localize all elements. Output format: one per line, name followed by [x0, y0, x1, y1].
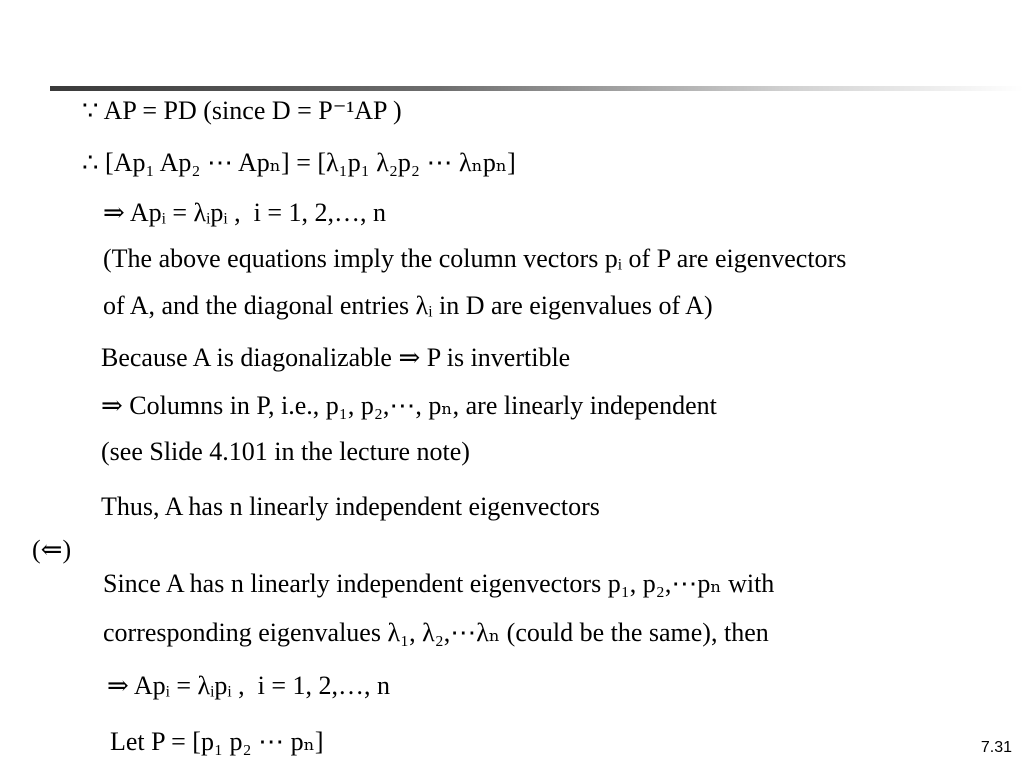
line-13-text: ⇒ Apᵢ = λᵢpᵢ , i = 1, 2,…, n	[107, 671, 391, 700]
text-line-4	[103, 244, 846, 274]
line-3-text: ⇒ Apᵢ = λᵢpᵢ , i = 1, 2,…, n	[103, 198, 387, 227]
line-9-text: Thus, A has n linearly independent eigenvectors	[101, 492, 600, 521]
line-1-text: ∵ AP = PD (since D = P⁻¹AP )	[82, 96, 402, 125]
text-line-6	[101, 343, 570, 373]
line-2-text: ∴ [Ap₁ Ap₂ ⋯ Apₙ] = [λ₁p₁ λ₂p₂ ⋯ λₙpₙ]	[82, 148, 516, 177]
line-14-text: Let P = [p₁ p₂ ⋯ pₙ]	[110, 727, 324, 756]
line-10-text: (⇐)	[32, 535, 72, 564]
line-12-text: corresponding eigenvalues λ₁, λ₂,⋯λₙ (could be the same), then	[103, 618, 769, 647]
line-4-text: (The above equations imply the column vectors pᵢ of P are eigenvectors	[103, 244, 847, 273]
text-line-7	[101, 391, 717, 421]
text-line-10	[32, 535, 71, 565]
line-11-text: Since A has n linearly independent eigenvectors p₁, p₂,⋯pₙ with	[103, 569, 775, 598]
line-5-text: of A, and the diagonal entries λᵢ in D are eigenvalues of A)	[103, 291, 713, 320]
text-line-1	[82, 96, 402, 126]
page-number: 7.31	[980, 739, 1012, 756]
text-line-2	[82, 148, 516, 178]
line-7-text: ⇒ Columns in P, i.e., p₁, p₂,⋯, pₙ, are linearly independent	[101, 391, 717, 420]
line-6-text: Because A is diagonalizable ⇒ P is invertible	[101, 343, 571, 372]
text-line-12	[103, 618, 769, 648]
text-line-8	[101, 437, 470, 467]
line-8-text: (see Slide 4.101 in the lecture note)	[101, 437, 470, 466]
text-line-13	[107, 671, 390, 701]
text-line-9	[101, 492, 600, 522]
text-line-5	[103, 291, 713, 321]
text-line-11	[103, 569, 774, 599]
title-divider-rule	[50, 86, 1024, 91]
text-line-3	[103, 198, 386, 228]
text-line-14	[110, 727, 324, 757]
